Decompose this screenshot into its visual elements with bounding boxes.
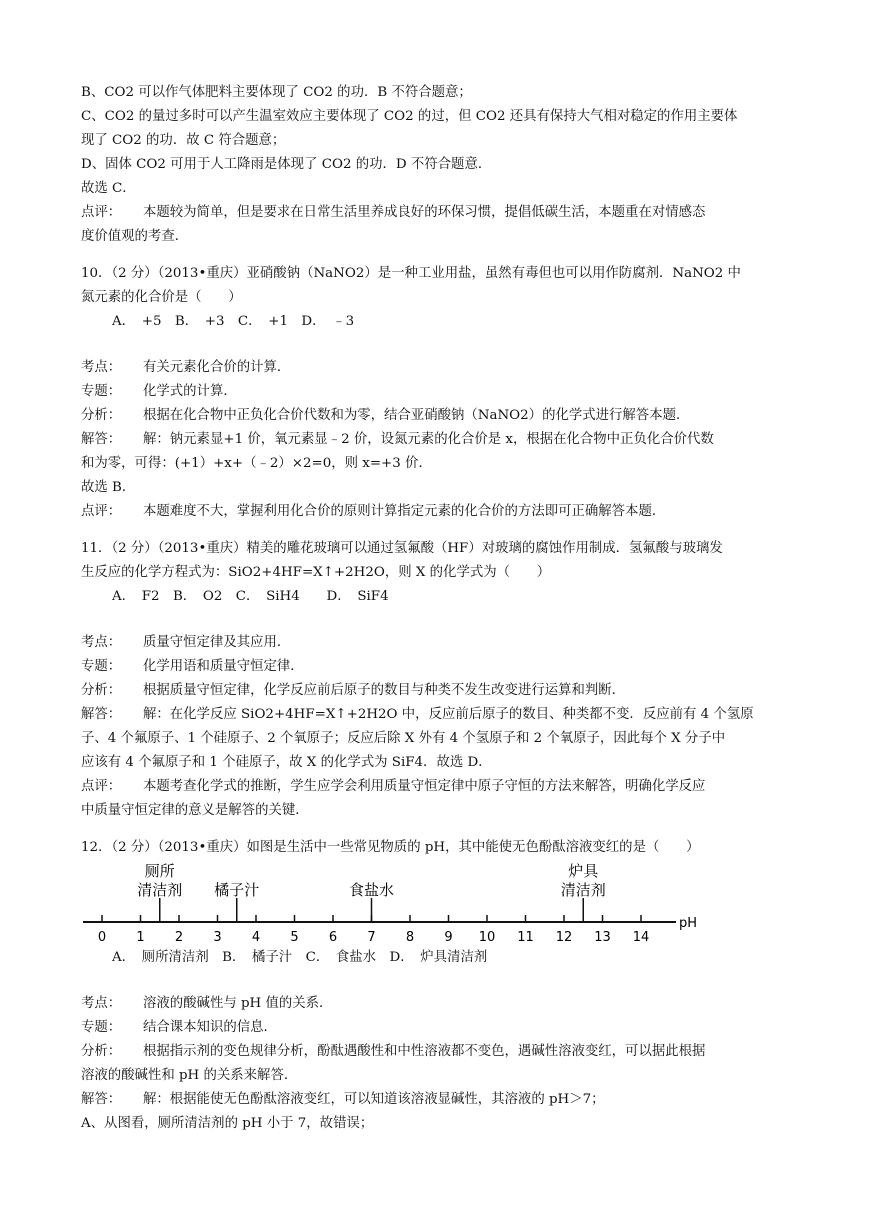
q11-jieda-label: 解答： [81, 707, 122, 722]
ph-markers [137, 862, 606, 922]
q11-jieda-text: 解：在化学反应 SiO2+4HF=X↑+2H2O 中，反应前后原子的数目、种类都不变．反应前有 4 个氢原 [143, 707, 754, 722]
q10-stem-line1: 10．（2 分）（2013•重庆）亚硝酸钠（NaNO2）是一种工业用盐，虽然有毒但也可以用作防腐剂．NaNO2 中 [81, 266, 741, 281]
q11-zhuanti [81, 657, 304, 677]
q11-jieda-line2: 子、4 个氟原子、1 个硅原子、2 个氧原子；反应后除 X 外有 4 个氢原子和 2 个氧原子，因此每个 X 分子中 [81, 731, 726, 746]
q10-dianping [81, 502, 665, 522]
q11-options: A． F2 B． O2 C． SiH4 D． SiF4 [112, 589, 389, 604]
q10-dianping-label: 点评： [81, 504, 122, 519]
q10-fenxi-text: 根据在化合物中正负化合价代数和为零，结合亚硝酸钠（NaNO2）的化学式进行解答本题． [143, 408, 690, 423]
prev-answer: 故选 C． [81, 181, 136, 196]
q10-fenxi [81, 406, 689, 426]
q10-zhuanti [81, 382, 237, 402]
ph-tick-label-1: 1 [136, 930, 145, 945]
q10-stem-line2: 氮元素的化合价是（ ） [81, 290, 242, 305]
q11-stem-line2: 生反应的化学方程式为：SiO2+4HF=X↑+2H2O，则 X 的化学式为（ ） [81, 565, 551, 580]
q10-answer: 故选 B． [81, 480, 136, 495]
ph-tick-label-12: 12 [555, 930, 573, 945]
ph-tick-label-8: 8 [405, 930, 415, 945]
q10-jieda [81, 430, 714, 450]
q12-fenxi-label: 分析： [81, 1044, 122, 1059]
q12-jieda [81, 1090, 605, 1110]
q12-kaodian-text: 溶液的酸碱性与 pH 值的关系． [143, 996, 333, 1011]
q11-fenxi-label: 分析： [81, 683, 122, 698]
ph-tick-label-13: 13 [594, 930, 611, 945]
q10-jieda-label: 解答： [81, 432, 122, 447]
q12-fenxi [81, 1042, 705, 1062]
prev-option-c-line1: C、CO2 的量过多时可以产生温室效应主要体现了 CO2 的过，但 CO2 还具有保持大气相对稳定的作用主要体 [81, 109, 738, 124]
ph-tick-label-0: 0 [97, 930, 107, 945]
q10-options: A． +5 B． +3 C． +1 D． ﹣3 [112, 314, 355, 329]
prev-comment-text: 本题较为简单，但是要求在日常生活里养成良好的环保习惯，提倡低碳生活，本题重在对情感态 [143, 205, 706, 220]
ph-tick-label-10: 10 [478, 930, 496, 945]
ph-marker-label2-0: 清洁剂 [137, 881, 183, 899]
q11-dianping-line2: 中质量守恒定律的意义是解答的关键． [81, 803, 309, 818]
ph-tick-label-6: 6 [328, 930, 338, 945]
prev-comment-line2: 度价值观的考查． [81, 229, 189, 244]
prev-option-d: D、固体 CO2 可用于人工降雨是体现了 CO2 的功．D 不符合题意． [81, 157, 492, 172]
ph-tick-label-3: 3 [213, 930, 222, 945]
q10-kaodian-text: 有关元素化合价的计算． [143, 360, 291, 375]
q10-kaodian-label: 考点： [81, 360, 122, 375]
q12-fenxi-line2: 溶液的酸碱性和 pH 的关系来解答． [81, 1068, 298, 1083]
ph-marker-label-0: 厕所 [144, 862, 175, 880]
prev-comment [81, 203, 705, 223]
prev-option-c-line2: 现了 CO2 的功．故 C 符合题意； [81, 133, 286, 148]
ph-marker-label-1: 橘子汁 [214, 881, 260, 899]
ph-axis-label: pH [679, 916, 698, 931]
q11-fenxi-text: 根据质量守恒定律，化学反应前后原子的数目与种类不发生改变进行运算和判断． [143, 683, 626, 698]
q12-zhuanti [81, 1018, 277, 1038]
prev-comment-label: 点评： [81, 205, 122, 220]
ph-marker-label-3: 炉具 [568, 862, 599, 880]
q11-dianping-label: 点评： [81, 779, 122, 794]
ph-ticks [98, 915, 649, 945]
q10-zhuanti-label: 专题： [81, 384, 122, 399]
prev-option-b: B、CO2 可以作气体肥料主要体现了 CO2 的功．B 不符合题意； [81, 85, 472, 100]
q10-fenxi-label: 分析： [81, 408, 122, 423]
q11-kaodian [81, 633, 290, 653]
ph-tick-label-9: 9 [444, 930, 453, 945]
ph-tick-label-5: 5 [290, 930, 299, 945]
q12-jieda-line2: A、从图看，厕所清洁剂的 pH 小于 7，故错误； [81, 1116, 374, 1131]
ph-scale-figure [78, 858, 708, 946]
q10-jieda-line2: 和为零，可得：(+1）+x+（﹣2）×2=0，则 x=+3 价． [81, 456, 432, 471]
q11-jieda-line3: 应该有 4 个氟原子和 1 个硅原子，故 X 的化学式为 SiF4．故选 D． [81, 755, 492, 770]
q11-zhuanti-label: 专题： [81, 659, 122, 674]
ph-marker-label-2: 食盐水 [348, 881, 395, 899]
ph-tick-label-7: 7 [367, 930, 376, 945]
q12-zhuanti-label: 专题： [81, 1020, 122, 1035]
q12-fenxi-text: 根据指示剂的变色规律分析，酚酞遇酸性和中性溶液都不变色，遇碱性溶液变红，可以据此根据 [143, 1044, 706, 1059]
q11-zhuanti-text: 化学用语和质量守恒定律． [143, 659, 304, 674]
q11-stem-line1: 11．（2 分）（2013•重庆）精美的雕花玻璃可以通过氢氟酸（HF）对玻璃的腐蚀作用制成．氢氟酸与玻璃发 [81, 541, 723, 556]
q11-dianping [81, 777, 705, 797]
q10-dianping-text: 本题难度不大，掌握利用化合价的原则计算指定元素的化合价的方法即可正确解答本题． [143, 504, 666, 519]
q12-options: A． 厕所清洁剂 B． 橘子汁 C． 食盐水 D． 炉具清洁剂 [112, 950, 488, 965]
q10-kaodian [81, 358, 290, 378]
q11-dianping-text: 本题考查化学式的推断，学生应学会利用质量守恒定律中原子守恒的方法来解答，明确化学反应 [143, 779, 706, 794]
ph-tick-label-4: 4 [251, 930, 261, 945]
q10-jieda-text: 解：钠元素显+1 价，氧元素显﹣2 价，设氮元素的化合价是 x，根据在化合物中正负化合价代数 [143, 432, 714, 447]
ph-tick-label-14: 14 [632, 930, 650, 945]
ph-marker-label2-3: 清洁剂 [560, 881, 606, 899]
q12-zhuanti-text: 结合课本知识的信息． [143, 1020, 277, 1035]
q11-kaodian-label: 考点： [81, 635, 122, 650]
q12-kaodian-label: 考点： [81, 996, 122, 1011]
q11-fenxi [81, 681, 625, 701]
q12-stem: 12．（2 分）（2013•重庆）如图是生活中一些常见物质的 pH，其中能使无色酚酞溶液变红的是（ ） [81, 840, 700, 855]
q10-zhuanti-text: 化学式的计算． [143, 384, 237, 399]
q11-kaodian-text: 质量守恒定律及其应用． [143, 635, 291, 650]
q12-jieda-text: 解：根据能使无色酚酞溶液变红，可以知道该溶液显碱性，其溶液的 pH＞7； [143, 1092, 605, 1107]
q12-kaodian [81, 994, 332, 1014]
ph-tick-label-11: 11 [517, 930, 534, 945]
q12-jieda-label: 解答： [81, 1092, 122, 1107]
q11-jieda [81, 705, 754, 725]
ph-tick-label-2: 2 [174, 930, 184, 945]
